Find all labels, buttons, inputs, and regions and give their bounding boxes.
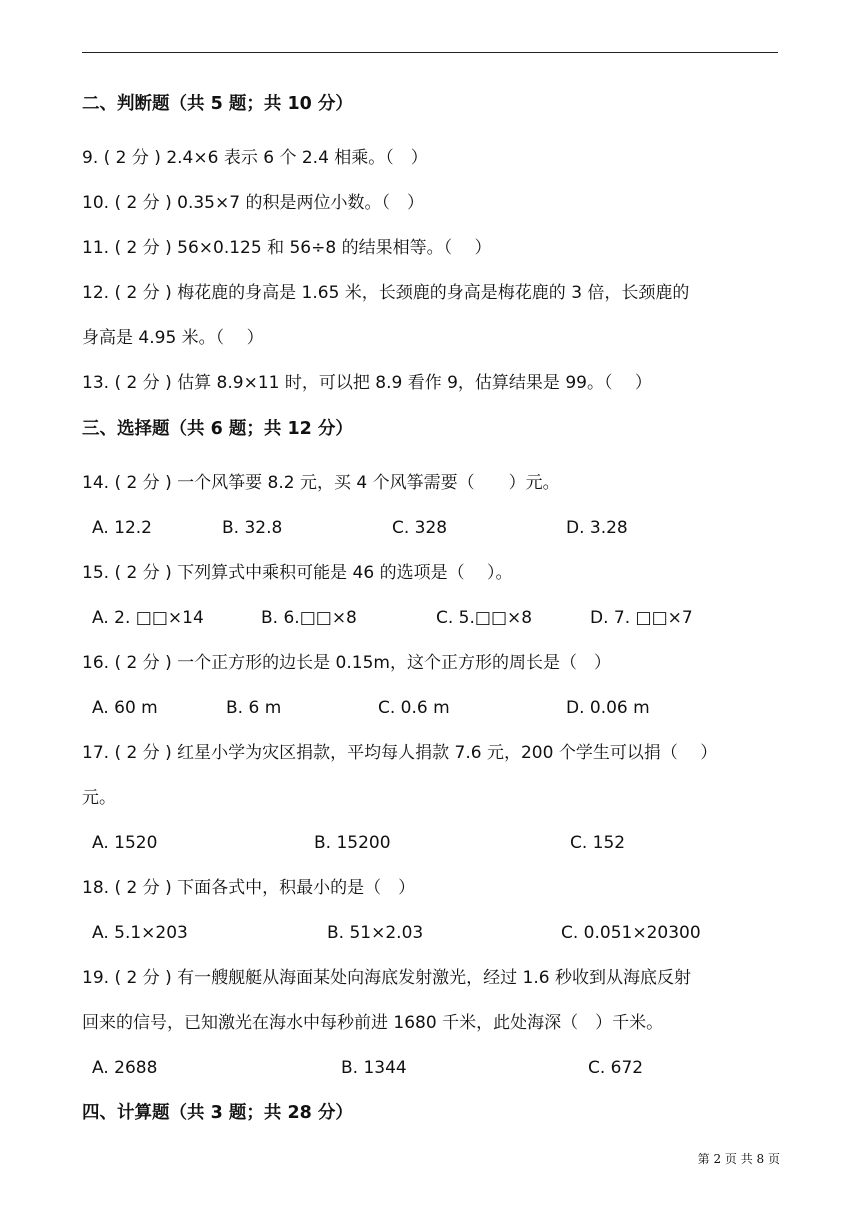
header-rule: [82, 52, 778, 53]
question-15: 15. ( 2 分 ) 下列算式中乘积可能是 46 的选项是（ ）。: [82, 563, 513, 583]
question-9: 9. ( 2 分 ) 2.4×6 表示 6 个 2.4 相乘。（ ）: [82, 148, 428, 168]
option-d: D. 0.06 m: [566, 698, 650, 718]
option-b: B. 6 m: [226, 698, 282, 718]
question-19-line-2: 回来的信号，已知激光在海水中每秒前进 1680 千米，此处海深（ ）千米。: [82, 1013, 664, 1033]
section-calculation-title: 四、计算题（共 3 题；共 28 分）: [82, 1103, 353, 1123]
option-a: A. 1520: [92, 833, 158, 853]
question-19-options: [0, 1056, 860, 1080]
question-17-line-1: 17. ( 2 分 ) 红星小学为灾区捐款，平均每人捐款 7.6 元，200 个学生可以捐（ ）: [82, 743, 718, 763]
question-14: 14. ( 2 分 ) 一个风筝要 8.2 元，买 4 个风筝需要（ ）元。: [82, 473, 560, 493]
question-10: 10. ( 2 分 ) 0.35×7 的积是两位小数。（ ）: [82, 193, 424, 213]
question-17-line-2: 元。: [82, 788, 116, 808]
question-18-options: [0, 921, 860, 945]
option-c: C. 0.051×20300: [561, 923, 701, 943]
option-d: D. 7. □□×7: [590, 608, 693, 628]
option-c: C. 0.6 m: [378, 698, 450, 718]
option-d: D. 3.28: [566, 518, 628, 538]
option-a: A. 12.2: [92, 518, 152, 538]
option-a: A. 5.1×203: [92, 923, 188, 943]
option-b: B. 15200: [314, 833, 391, 853]
option-b: B. 6.□□×8: [261, 608, 357, 628]
question-12-line-2: 身高是 4.95 米。（ ）: [82, 328, 264, 348]
page-number-footer: 第 2 页 共 8 页: [697, 1152, 780, 1166]
option-a: A. 2. □□×14: [92, 608, 204, 628]
question-18: 18. ( 2 分 ) 下面各式中，积最小的是（ ）: [82, 878, 416, 898]
question-17-options: [0, 831, 860, 855]
question-16-options: [0, 696, 860, 720]
option-a: A. 2688: [92, 1058, 158, 1078]
option-b: B. 51×2.03: [327, 923, 424, 943]
section-judgment-title: 二、判断题（共 5 题；共 10 分）: [82, 94, 353, 114]
question-16: 16. ( 2 分 ) 一个正方形的边长是 0.15m，这个正方形的周长是（ ）: [82, 653, 611, 673]
question-12-line-1: 12. ( 2 分 ) 梅花鹿的身高是 1.65 米，长颈鹿的身高是梅花鹿的 3 倍，长颈鹿的: [82, 283, 690, 303]
option-b: B. 32.8: [222, 518, 283, 538]
question-14-options: [0, 516, 860, 540]
option-c: C. 152: [570, 833, 626, 853]
section-choice-title: 三、选择题（共 6 题；共 12 分）: [82, 419, 353, 439]
option-b: B. 1344: [341, 1058, 407, 1078]
question-19-line-1: 19. ( 2 分 ) 有一艘舰艇从海面某处向海底发射激光，经过 1.6 秒收到从海底反射: [82, 968, 691, 988]
option-c: C. 328: [392, 518, 448, 538]
question-13: 13. ( 2 分 ) 估算 8.9×11 时，可以把 8.9 看作 9，估算结果是 99。（ ）: [82, 373, 652, 393]
question-11: 11. ( 2 分 ) 56×0.125 和 56÷8 的结果相等。（ ）: [82, 238, 492, 258]
option-a: A. 60 m: [92, 698, 158, 718]
option-c: C. 672: [588, 1058, 644, 1078]
option-c: C. 5.□□×8: [436, 608, 533, 628]
question-15-options: [0, 606, 860, 630]
